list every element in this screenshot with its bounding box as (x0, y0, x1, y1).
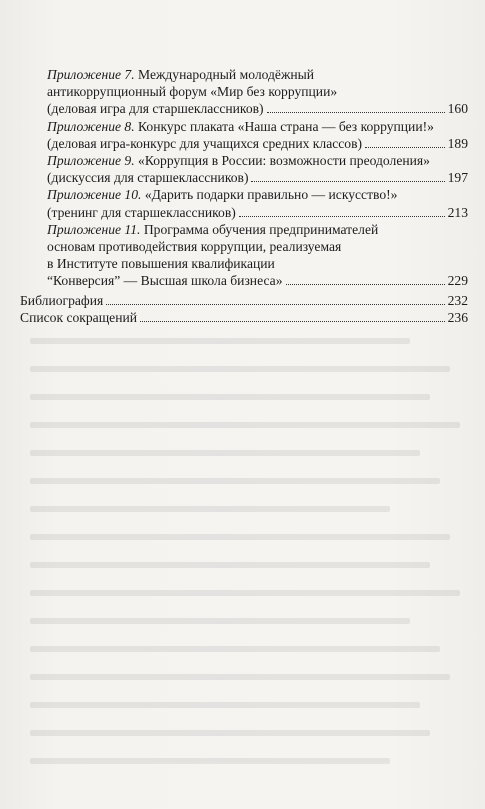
page-number: 197 (447, 170, 468, 186)
entry-label: Приложение 9. (47, 153, 135, 169)
entry-line: Конкурс плаката «Наша страна — без коррупции!» (138, 118, 434, 134)
entry-line: (деловая игра для старшеклассников) (47, 101, 264, 117)
toc-entry-appendix-8 (20, 118, 468, 152)
toc-entry-abbreviations (20, 309, 468, 326)
entry-line: антикоррупционный форум «Мир без коррупции» (47, 84, 338, 100)
toc-entry-bibliography (20, 292, 468, 309)
dot-leader (267, 112, 445, 113)
entry-line: (тренинг для старшеклассников) (47, 204, 236, 220)
toc-entry-appendix-7 (20, 66, 468, 118)
page-number: 213 (447, 204, 468, 220)
page-number: 229 (447, 273, 468, 289)
table-of-contents (20, 66, 468, 326)
entry-line: основам противодействия коррупции, реализуемая (47, 239, 342, 255)
page-number: 232 (447, 292, 468, 308)
entry-line: «Дарить подарки правильно — искусство!» (144, 187, 398, 203)
entry-label: Приложение 7. (47, 67, 135, 82)
entry-line: Международный молодёжный (138, 67, 315, 82)
entry-label: Приложение 10. (47, 187, 142, 203)
page-number: 160 (447, 101, 468, 117)
entry-title: Список сокращений (20, 309, 138, 325)
dot-leader (239, 216, 445, 217)
dot-leader (365, 147, 445, 148)
entry-label: Приложение 11. (47, 221, 141, 237)
dot-leader (106, 304, 444, 305)
entry-line: (дискуссия для старшеклассников) (47, 170, 249, 186)
page-number: 236 (447, 309, 468, 325)
entry-line: Программа обучения предпринимателей (143, 221, 379, 237)
toc-entry-appendix-9 (20, 152, 468, 186)
entry-title: Библиография (20, 292, 104, 308)
dot-leader (286, 284, 445, 285)
entry-line: “Конверсия” — Высшая школа бизнеса» (47, 273, 283, 289)
bleed-through-text (0, 326, 485, 809)
page-number: 189 (447, 135, 468, 151)
entry-line: в Институте повышения квалификации (47, 256, 275, 272)
entry-line: (деловая игра-конкурс для учащихся средних классов) (47, 135, 363, 151)
dot-leader (251, 181, 444, 182)
toc-entry-appendix-10 (20, 186, 468, 220)
entry-line: «Коррупция в России: возможности преодоления» (138, 153, 430, 169)
entry-label: Приложение 8. (47, 118, 135, 134)
toc-entry-appendix-11 (20, 221, 468, 290)
dot-leader (140, 321, 445, 322)
